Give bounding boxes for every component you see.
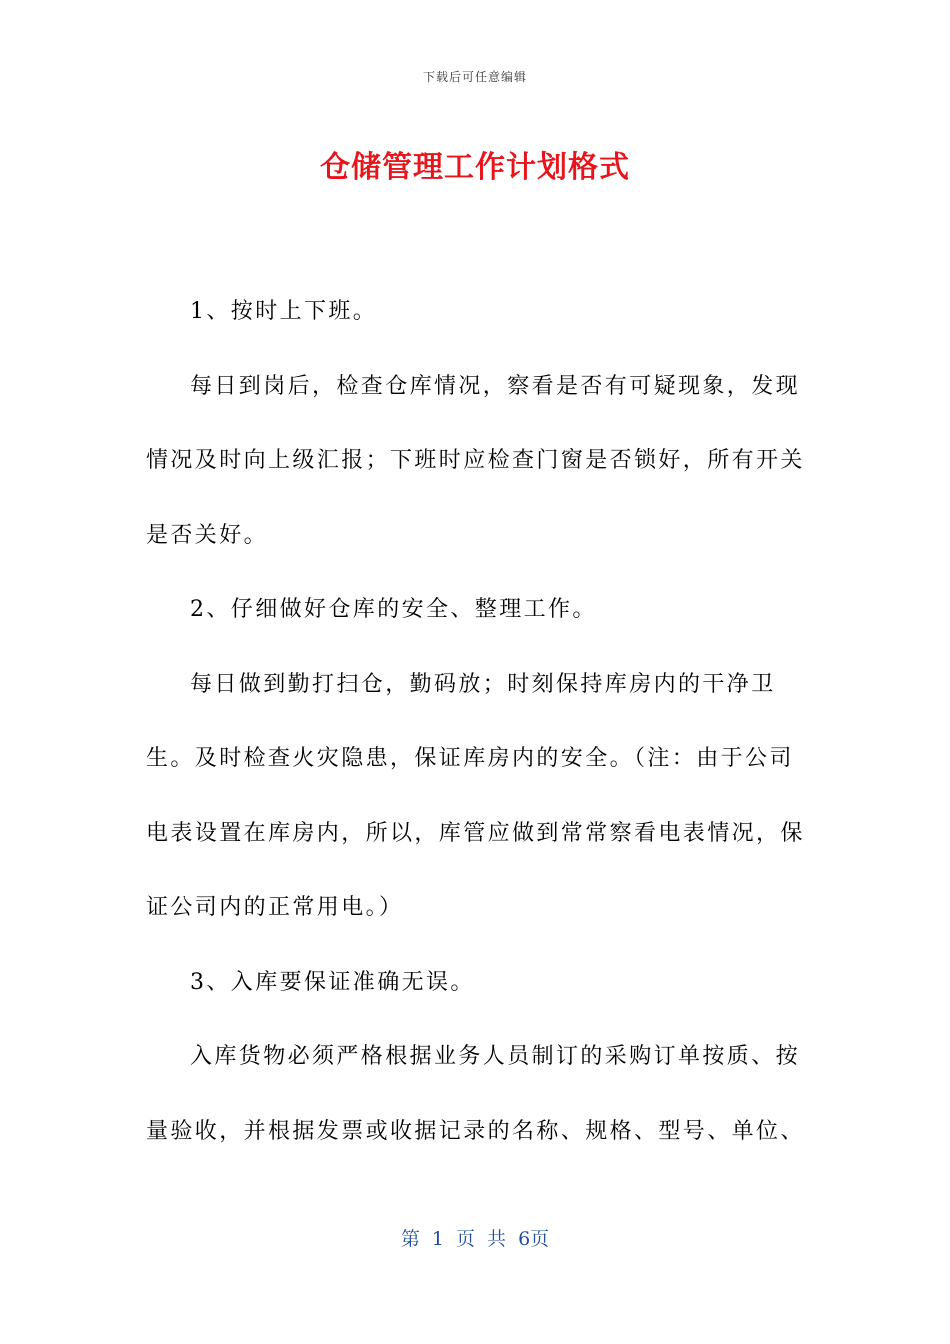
paragraph-item-1: 1、按时上下班。 xyxy=(190,299,378,324)
document-body xyxy=(146,275,806,1169)
paragraph-item-2: 2、仔细做好仓库的安全、整理工作。 xyxy=(190,597,597,622)
header-note: 下载后可任意编辑 xyxy=(422,70,527,84)
document-title: 仓储管理工作计划格式 xyxy=(320,150,630,185)
paragraph-item-3: 3、入库要保证准确无误。 xyxy=(190,969,475,995)
paragraph-inbound: 入库货物必须严格根据业务人员制订的采购订单按质、按量验收，并根据发票或收据记录的名称、规格、型号、单位、 xyxy=(146,1044,805,1144)
page-number-footer: 第 1 页 共 6页 xyxy=(400,1228,550,1250)
paragraph-cleaning: 每日做到勤打扫仓，勤码放；时刻保持库房内的干净卫生。及时检查火灾隐患，保证库房内的安全。（注：由于公司电表设置在库房内，所以，库管应做到常常察看电表情况，保证公司内的正常用电。） xyxy=(146,671,805,920)
paragraph-daily-check: 每日到岗后，检查仓库情况，察看是否有可疑现象，发现情况及时向上级汇报；下班时应检查门窗是否锁好，所有开关是否关好。 xyxy=(146,373,805,548)
